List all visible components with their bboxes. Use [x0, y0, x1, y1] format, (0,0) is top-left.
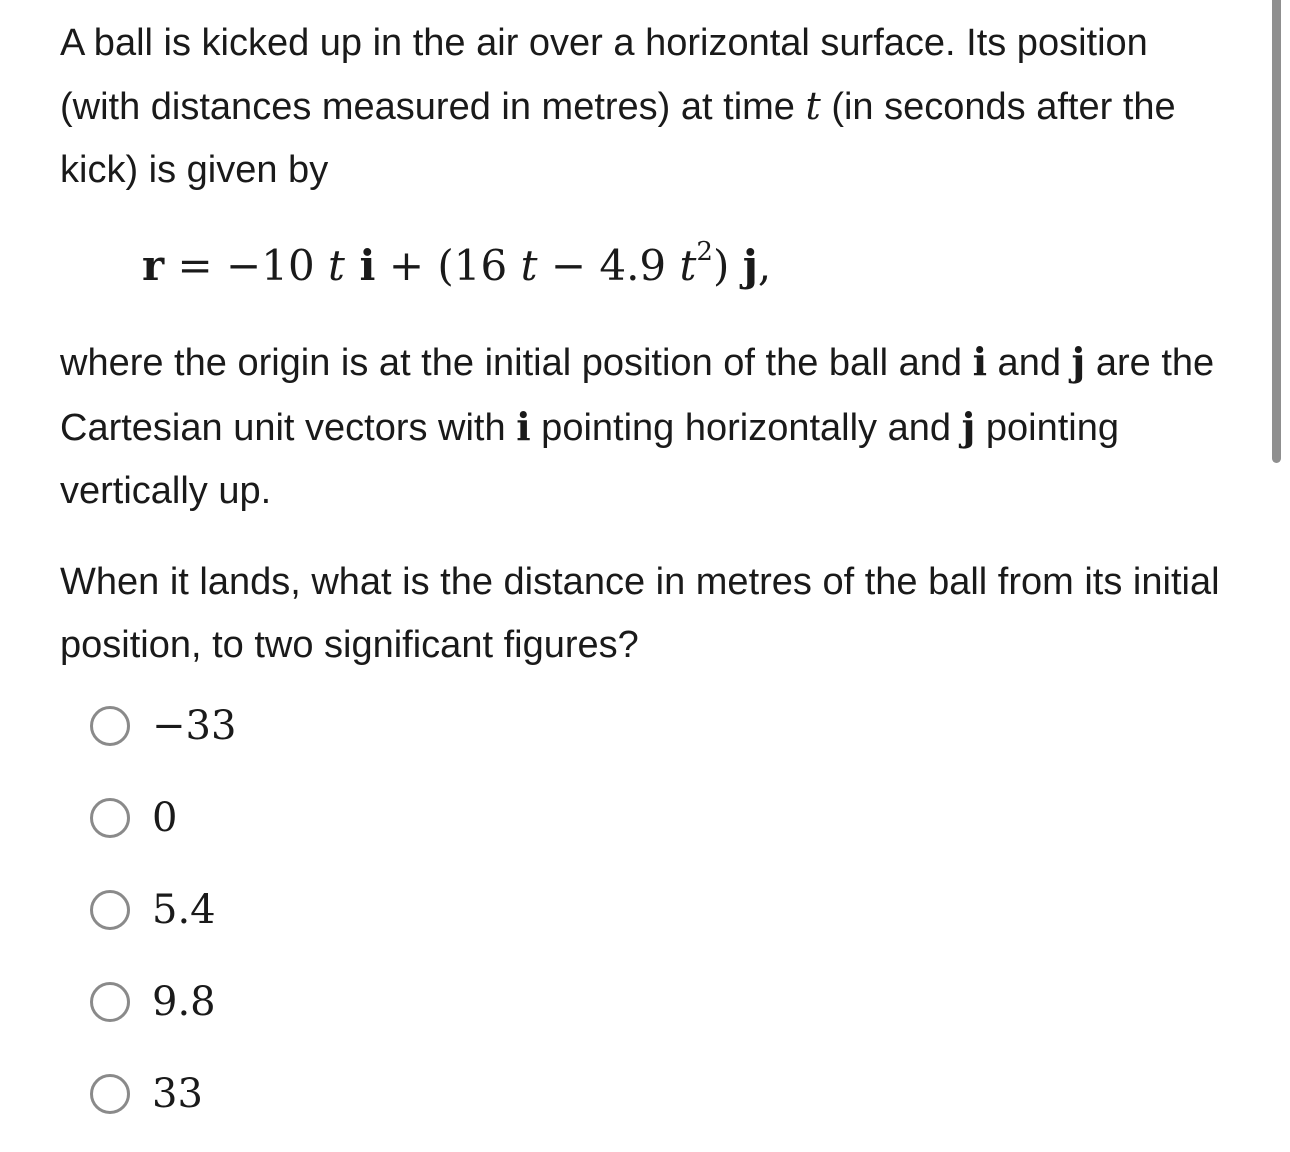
- radio-button[interactable]: [90, 982, 130, 1022]
- option-label: 0: [152, 795, 178, 841]
- option-5-4[interactable]: [90, 864, 236, 956]
- answer-options: [90, 680, 236, 1140]
- option-label: 33: [152, 1071, 203, 1117]
- question-where-text: where the origin is at the initial position of the ball and i and j are the Cartesian unit vectors with i pointing horizontally and j pointing vertically up.: [60, 339, 1215, 512]
- option-minus-33[interactable]: [90, 680, 236, 772]
- radio-button[interactable]: [90, 1074, 130, 1114]
- option-label: 5.4: [152, 887, 216, 933]
- scrollbar[interactable]: [1272, 0, 1281, 463]
- radio-button[interactable]: [90, 798, 130, 838]
- question-prompt: When it lands, what is the distance in metres of the ball from its initial position, to two significant figures?: [60, 561, 1220, 666]
- radio-button[interactable]: [90, 890, 130, 930]
- position-equation: r = −10 t i + (16 t − 4.9 $t^2$) j,: [142, 237, 772, 290]
- option-label: −33: [152, 703, 237, 749]
- option-33[interactable]: [90, 1048, 236, 1140]
- radio-button[interactable]: [90, 706, 130, 746]
- variable-t: t: [805, 84, 821, 128]
- question-body: [60, 12, 1235, 677]
- question-intro: A ball is kicked up in the air over a horizontal surface. Its position (with distances measured in metres) at time t (in seconds after the kick) is given by: [60, 22, 1176, 191]
- option-0[interactable]: [90, 772, 236, 864]
- option-label: 9.8: [152, 979, 216, 1025]
- option-9-8[interactable]: [90, 956, 236, 1048]
